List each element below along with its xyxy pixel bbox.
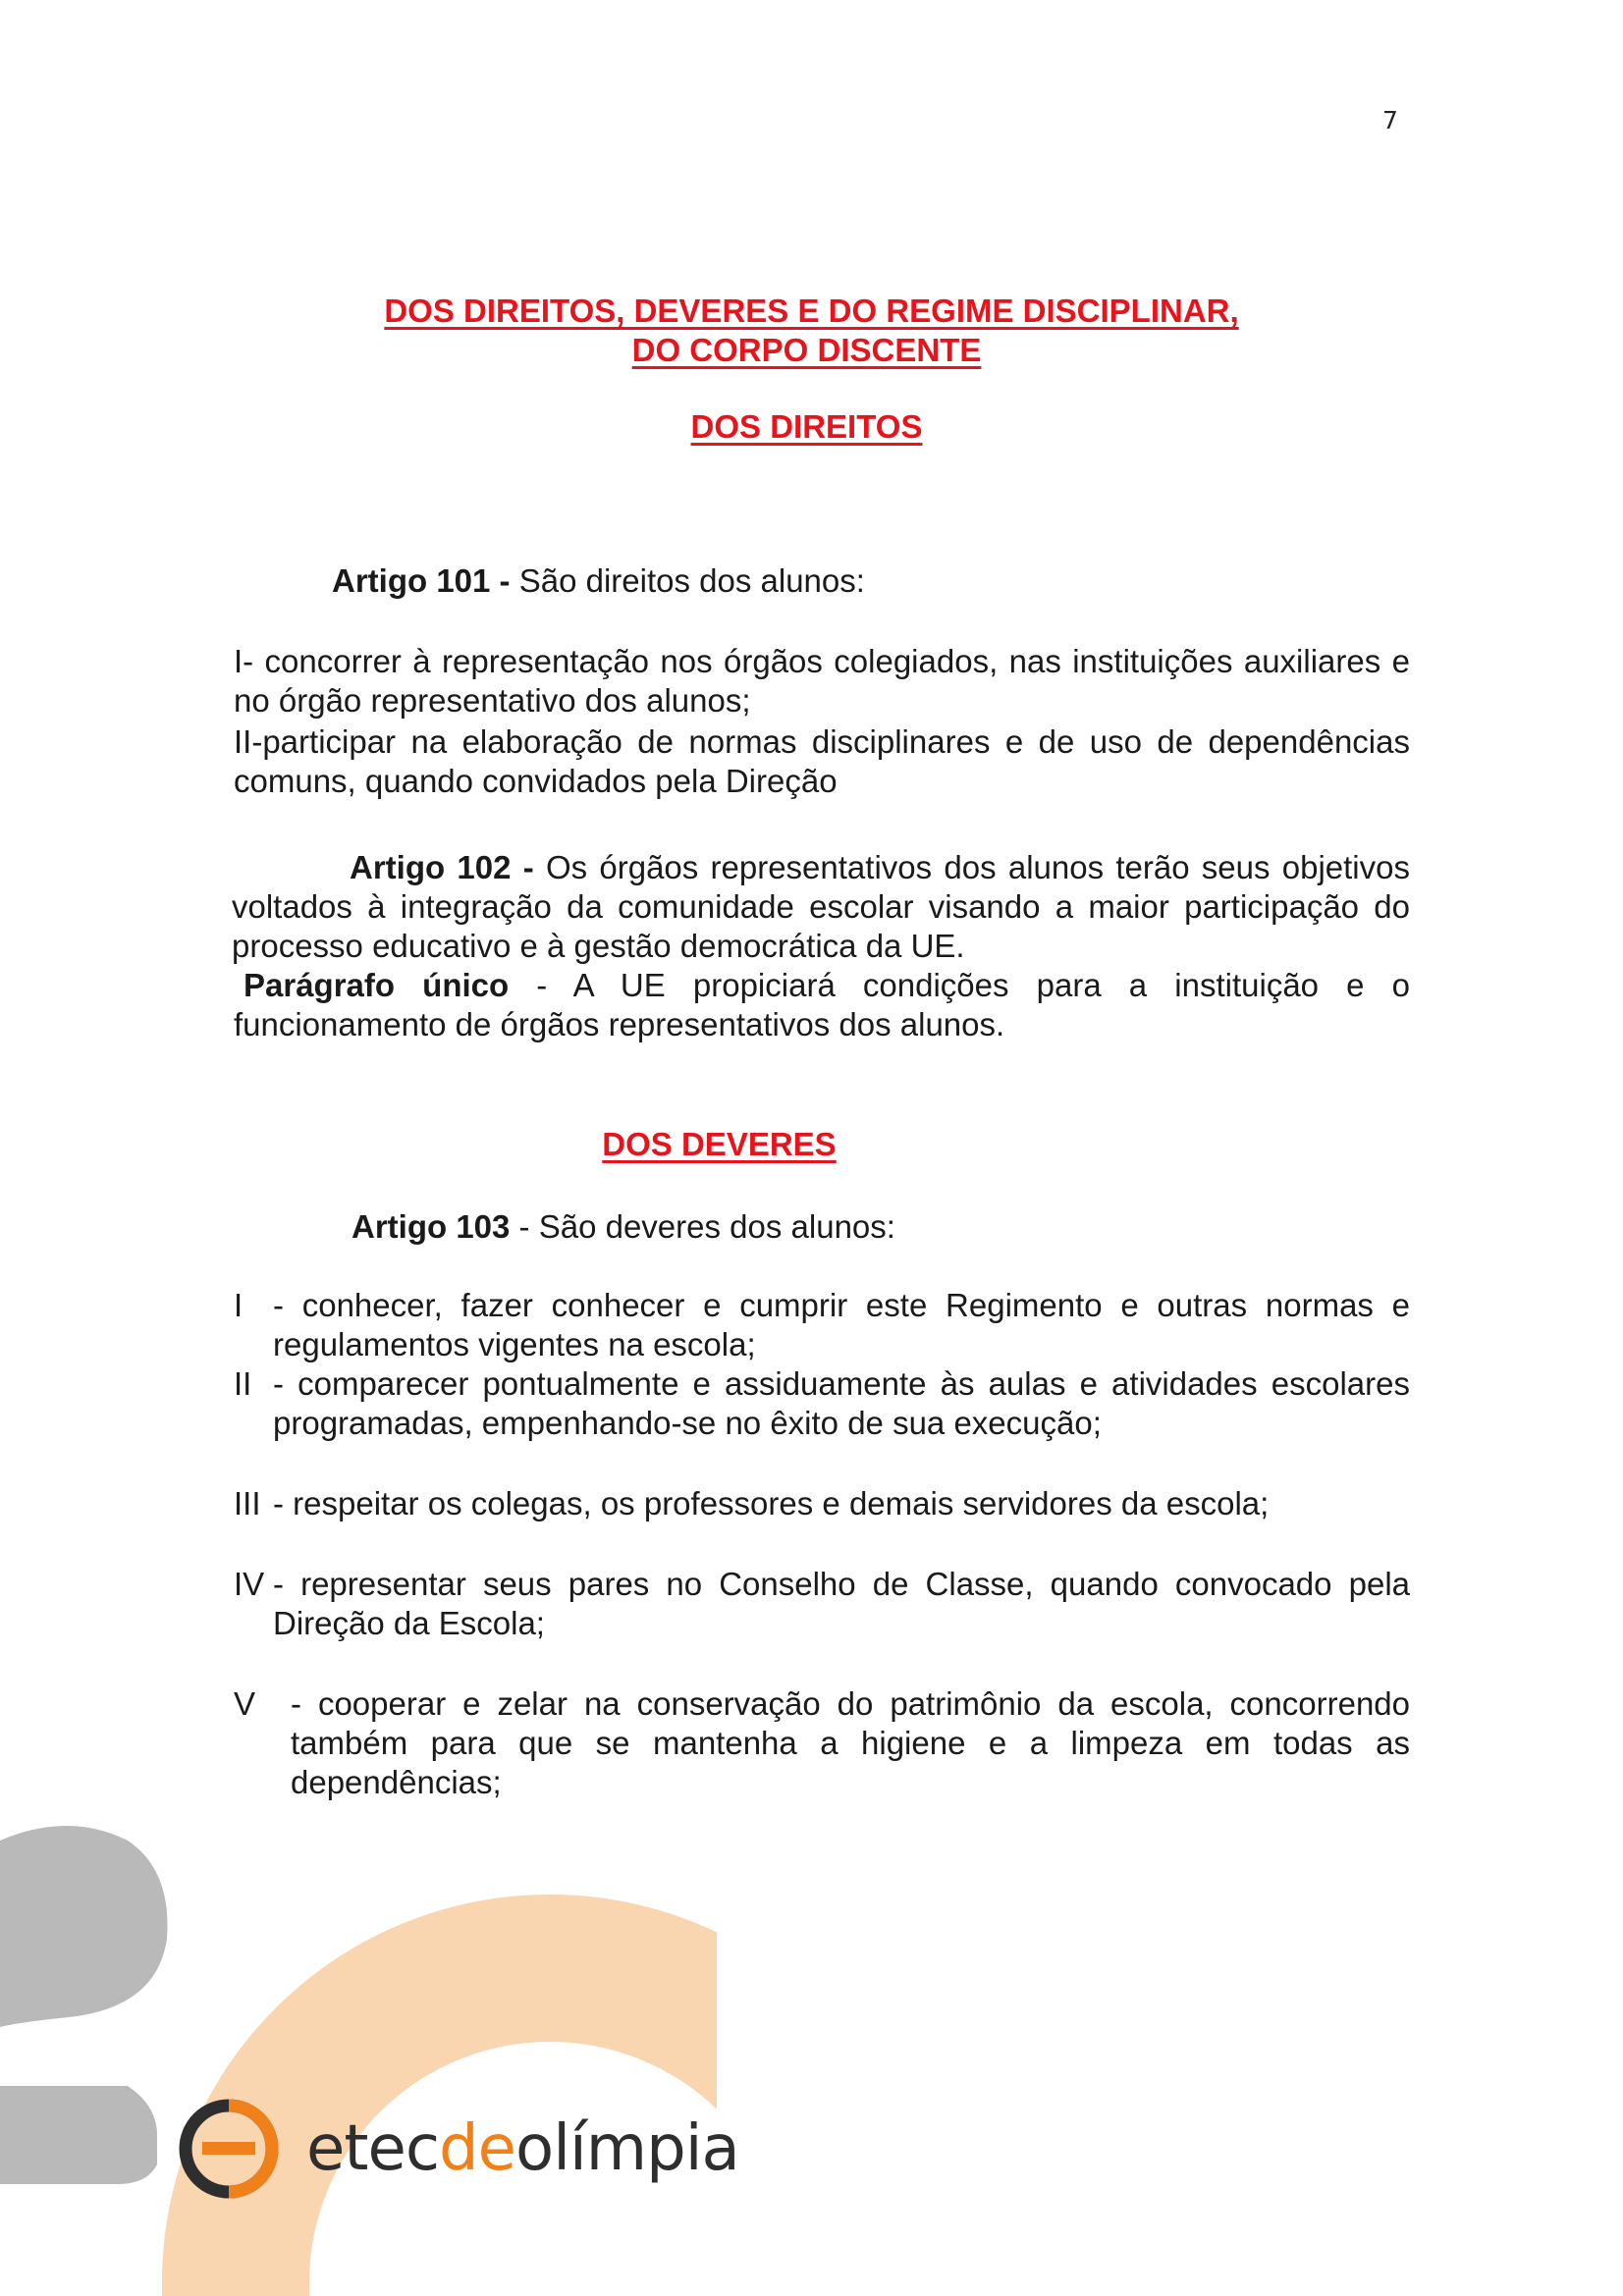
artigo-101-item-2: II-participar na elaboração de normas disciplinares e de uso de dependências comuns, quando convidados pela Direção [234, 723, 1410, 799]
section-title-line2: DO CORPO DISCENTE [631, 332, 982, 368]
dever-item-2 [234, 1364, 1410, 1443]
paragrafo-unico [234, 966, 1410, 1044]
artigo-103-intro [352, 1207, 895, 1247]
artigo-102-text: Os órgãos representativos dos alunos terão seus objetivos voltados à integração da comunidade escolar visando a maior participação do processo educativo e à gestão democrática da UE. [232, 849, 1410, 964]
dever-text: - cooperar e zelar na conservação do patrimônio da escola, concorrendo também para que se mantenha a higiene e a limpeza em todas as dependências; [291, 1685, 1410, 1800]
dever-item-1 [234, 1286, 1410, 1364]
artigo-103-text: - São deveres dos alunos: [510, 1208, 895, 1245]
dever-text: - respeitar os colegas, os professores e demais servidores da escola; [273, 1485, 1270, 1522]
artigo-101-intro [332, 561, 865, 601]
dever-text: - comparecer pontualmente e assiduamente às aulas e atividades escolares programadas, empenhando-se no êxito de sua execução; [273, 1365, 1410, 1441]
section-title-line1: DOS DIREITOS, DEVERES E DO REGIME DISCIPLINAR, [384, 293, 1239, 329]
heading-deveres: DOS DEVERES [602, 1126, 837, 1162]
dever-marker: I [234, 1287, 243, 1323]
paragrafo-unico-label: Parágrafo único [243, 967, 510, 1003]
logo-part-de: de [439, 2112, 516, 2185]
dever-marker: V [234, 1685, 256, 1722]
artigo-101-text: São direitos dos alunos: [510, 562, 865, 599]
dever-item-3 [234, 1484, 1410, 1523]
artigo-102-label: Artigo 102 - [350, 849, 534, 885]
logo-background-shapes [0, 1821, 717, 2296]
dever-item-4 [234, 1565, 1410, 1643]
dever-marker: II [234, 1365, 252, 1402]
artigo-101-label: Artigo 101 - [332, 562, 511, 599]
dever-text: - representar seus pares no Conselho de Classe, quando convocado pela Direção da Escola; [273, 1566, 1410, 1641]
artigo-102 [232, 848, 1410, 966]
dever-text: - conhecer, fazer conhecer e cumprir este Regimento e outras normas e regulamentos vigentes na escola; [273, 1287, 1410, 1362]
logo-part-etec: etec [306, 2112, 440, 2185]
page-number: 7 [1382, 106, 1398, 134]
dever-marker: IV [234, 1566, 265, 1602]
logo-part-olimpia: olímpia [515, 2112, 739, 2185]
etec-logo-wordmark [306, 2112, 739, 2185]
paragrafo-unico-text: - A UE propiciará condições para a instituição e o funcionamento de órgãos representativos dos alunos. [234, 967, 1410, 1042]
etec-logo-icon [175, 2095, 283, 2203]
dever-item-5 [234, 1684, 1410, 1802]
artigo-101-item-1: I- concorrer à representação nos órgãos colegiados, nas instituições auxiliares e no órgão representativo dos alunos; [234, 643, 1410, 719]
artigo-103-label: Artigo 103 [352, 1208, 511, 1245]
logo-decoration [0, 1821, 717, 2296]
dever-marker: III [234, 1485, 261, 1522]
heading-direitos: DOS DIREITOS [690, 408, 923, 445]
